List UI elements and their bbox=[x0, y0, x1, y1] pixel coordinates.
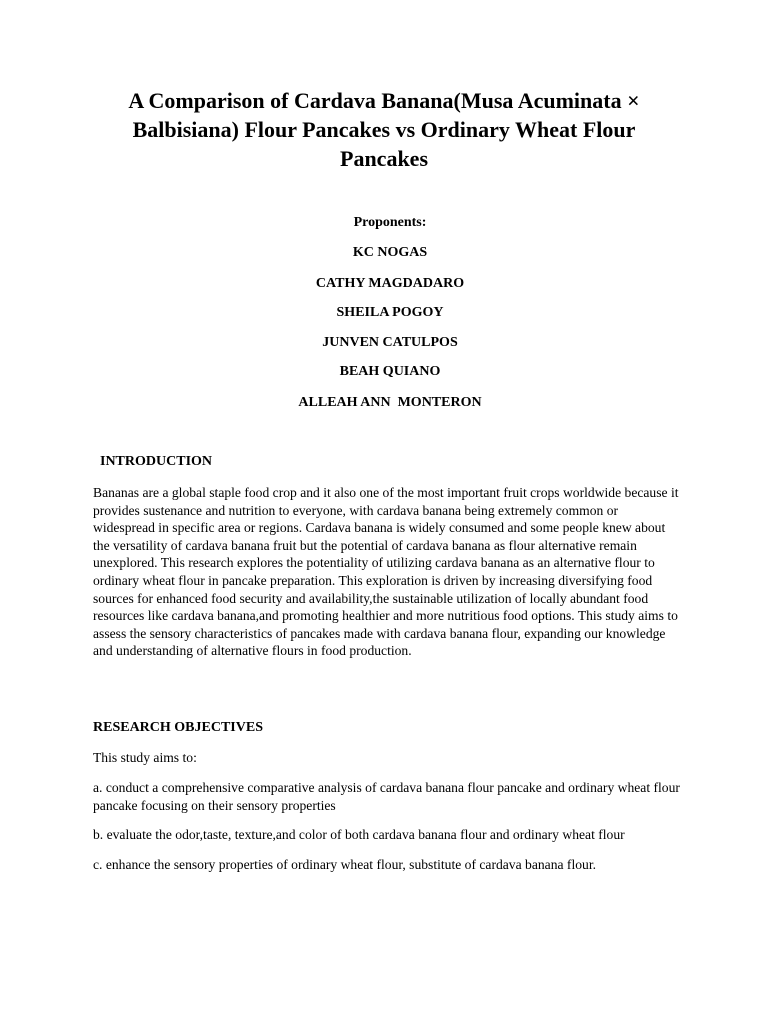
objective-item: a. conduct a comprehensive comparative analysis of cardava banana flour pancake and ordinary wheat flour pancake focusing on their sensory properties bbox=[93, 780, 680, 813]
introduction-paragraph: Bananas are a global staple food crop and it also one of the most important fruit crops worldwide because it provides sustenance and nutrition to everyone, with cardava banana being extremely common or widespread in specific area or regions. Cardava banana is widely consumed and some people knew about the versatility of cardava banana fruit but the potential of cardava banana as flour alternative remain unexplored. This research explores the potentiality of utilizing cardava banana as an alternative flour to ordinary wheat flour in pancake preparation. This exploration is driven by increasing diversifying food sources for enhanced food security and availability,the sustainable utilization of locally abundant food resources like cardava banana,and promoting healthier and more nutritious food options. This study aims to assess the sensory characteristics of pancakes made with cardava banana flour, expanding our knowledge and understanding of alternative flours in food production. bbox=[93, 485, 679, 659]
objectives-intro: This study aims to: bbox=[93, 750, 197, 765]
proponent-name: ALLEAH ANN MONTERON bbox=[298, 395, 482, 410]
proponents-label: Proponents: bbox=[353, 215, 427, 230]
proponent-name: BEAH QUIANO bbox=[339, 364, 441, 379]
proponent-name: KC NOGAS bbox=[352, 245, 428, 260]
proponent-name: JUNVEN CATULPOS bbox=[322, 335, 458, 350]
research-objectives-heading: RESEARCH OBJECTIVES bbox=[93, 720, 263, 735]
proponent-name: SHEILA POGOY bbox=[336, 305, 444, 320]
document-title: A Comparison of Cardava Banana(Musa Acuminata × Balbisiana) Flour Pancakes vs Ordinary Wheat Flour Pancakes bbox=[128, 88, 640, 171]
objective-item: b. evaluate the odor,taste, texture,and color of both cardava banana flour and ordinary wheat flour bbox=[93, 827, 625, 842]
proponent-name: CATHY MAGDADARO bbox=[315, 276, 465, 291]
objective-item: c. enhance the sensory properties of ordinary wheat flour, substitute of cardava banana flour. bbox=[93, 857, 596, 872]
introduction-heading: INTRODUCTION bbox=[100, 454, 213, 469]
